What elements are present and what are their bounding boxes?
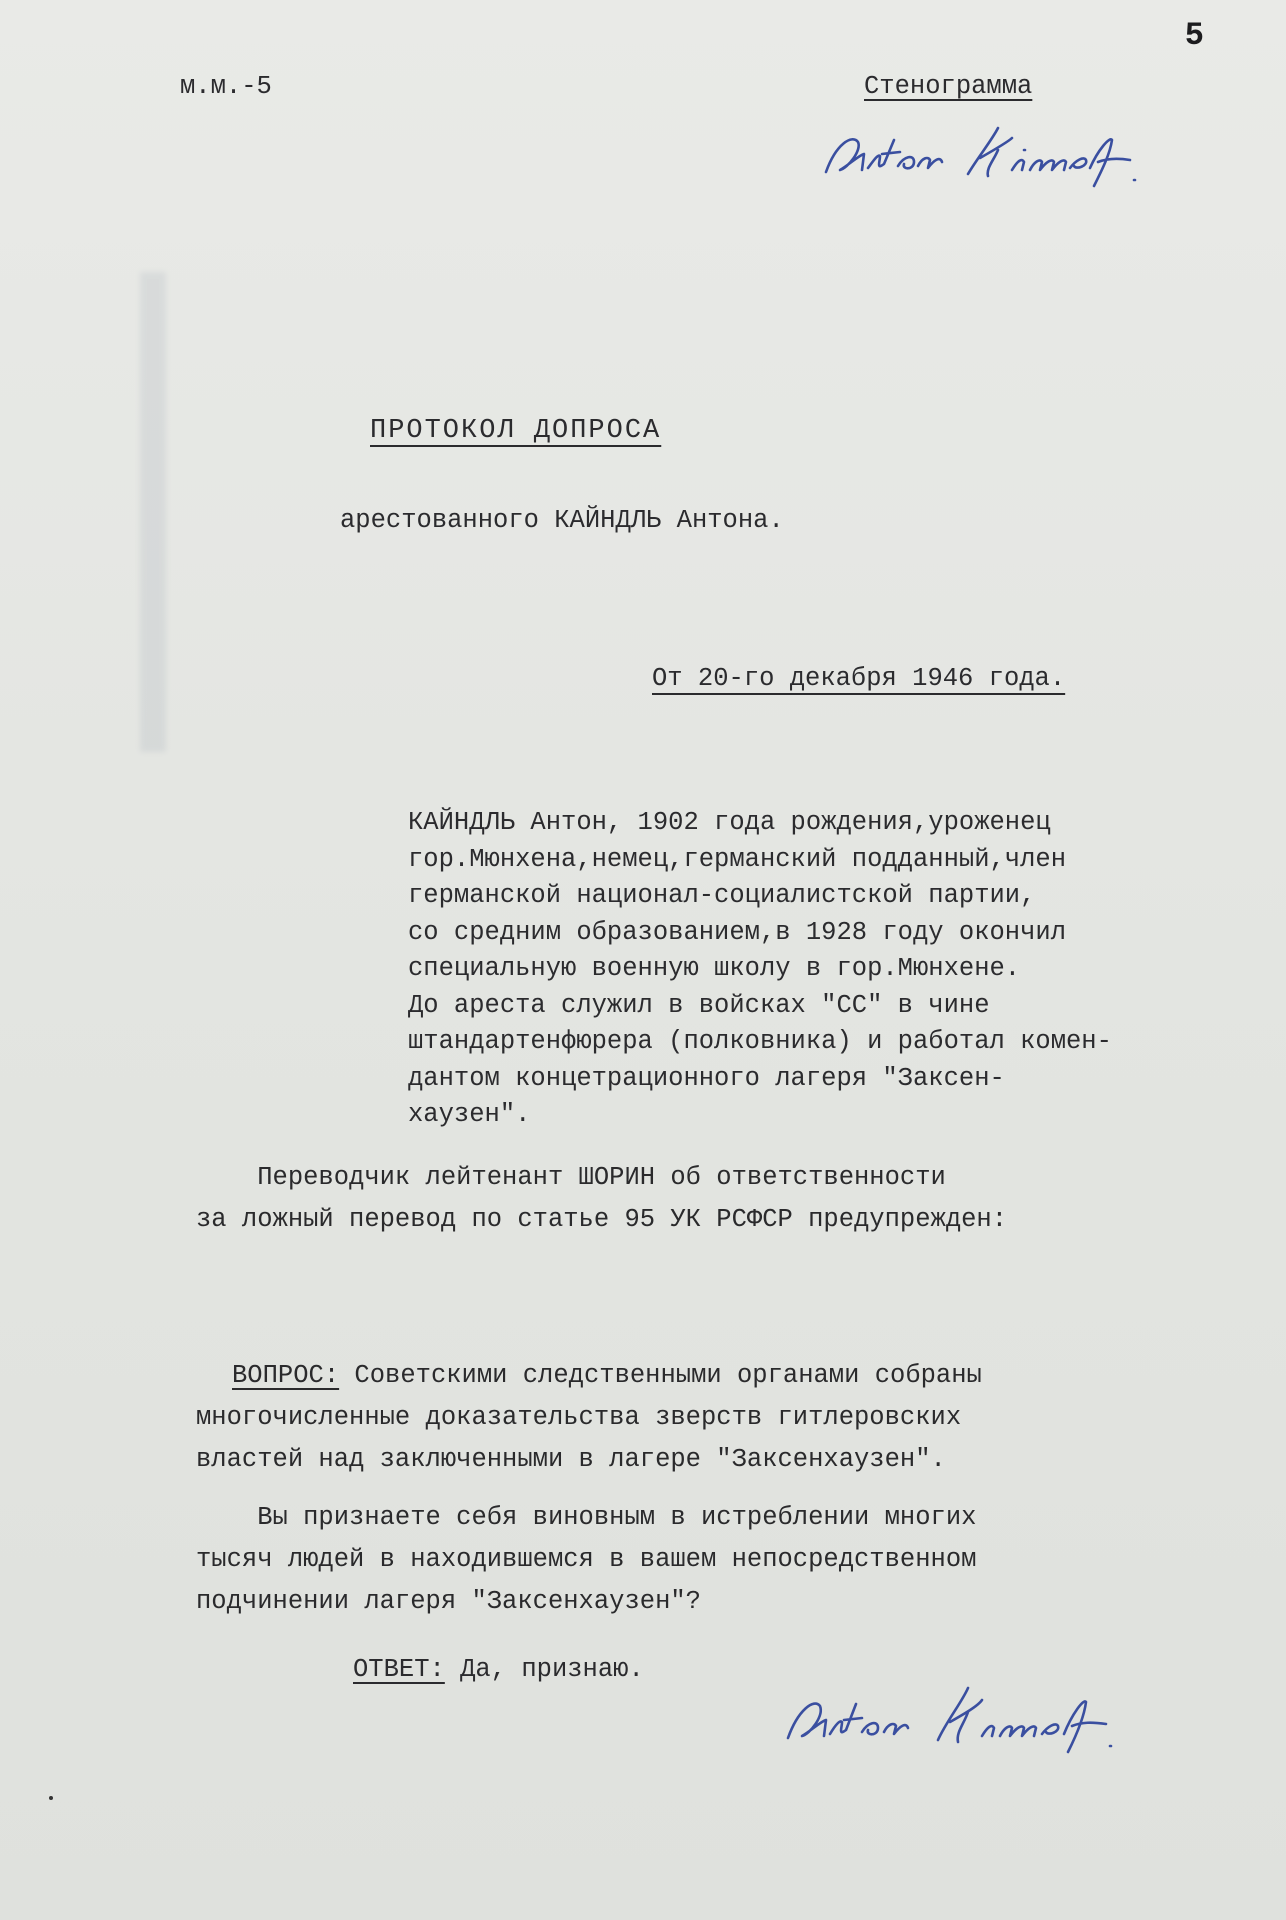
question-line: властей над заключенными в лагере "Заксенхаузен". [196, 1445, 946, 1474]
bio-line: КАЙНДЛЬ Антон, 1902 года рождения,уроженец [408, 808, 1051, 837]
detainee-line: арестованного КАЙНДЛЬ Антона. [340, 506, 784, 535]
answer-text: Да, признаю. [444, 1655, 644, 1684]
question-line: Вы признаете себя виновным в истреблении многих [196, 1503, 977, 1532]
question-line: подчинении лагеря "Заксенхаузен"? [196, 1587, 701, 1616]
interpreter-warning [196, 1157, 1007, 1241]
question-second-part [196, 1497, 976, 1623]
bio-line: хаузен". [408, 1100, 531, 1129]
interrogation-date: От 20-го декабря 1946 года. [652, 664, 1066, 693]
bleed-through-mark [140, 272, 166, 752]
question-first-line [232, 1355, 982, 1397]
page-number: 5 [1184, 17, 1204, 54]
bio-line: дантом концетрационного лагеря "Заксен- [408, 1063, 1005, 1093]
bio-line: со средним образованием,в 1928 году окончил [408, 917, 1067, 947]
interpreter-line: за ложный перевод по статье 95 УК РСФСР предупрежден: [196, 1205, 1008, 1234]
question-line: многочисленные доказательства зверств гитлеровских [196, 1403, 962, 1432]
bio-line: гор.Мюнхена,немец,германский подданный,член [408, 844, 1067, 874]
answer-label: ОТВЕТ: [353, 1655, 445, 1684]
signature-bottom [780, 1676, 1200, 1756]
stenogram-label: Стенограмма [864, 72, 1033, 101]
document-title: ПРОТОКОЛ ДОПРОСА [370, 416, 662, 446]
document-reference: м.м.-5 [180, 72, 272, 101]
answer-line [353, 1657, 644, 1683]
question-text: Советскими следственными органами собраны [339, 1361, 982, 1390]
interpreter-line: Переводчик лейтенант ШОРИН об ответственности [196, 1163, 946, 1192]
detainee-biography [408, 805, 1228, 1134]
question-block [232, 1355, 982, 1397]
bio-line: штандартенфюрера (полковника) и работал комен- [408, 1027, 1112, 1056]
question-line: тысяч людей в находившемся в вашем непосредственном [196, 1545, 977, 1574]
question-label: ВОПРОС: [232, 1361, 340, 1390]
bio-line: германской национал-социалистской партии, [408, 881, 1036, 910]
signature-top [818, 120, 1208, 190]
question-continuation [196, 1397, 961, 1481]
bio-line: До ареста служил в войсках "СС" в чине [408, 990, 990, 1020]
paper-mark [49, 1796, 53, 1800]
bio-line: специальную военную школу в гор.Мюнхене. [408, 954, 1021, 983]
